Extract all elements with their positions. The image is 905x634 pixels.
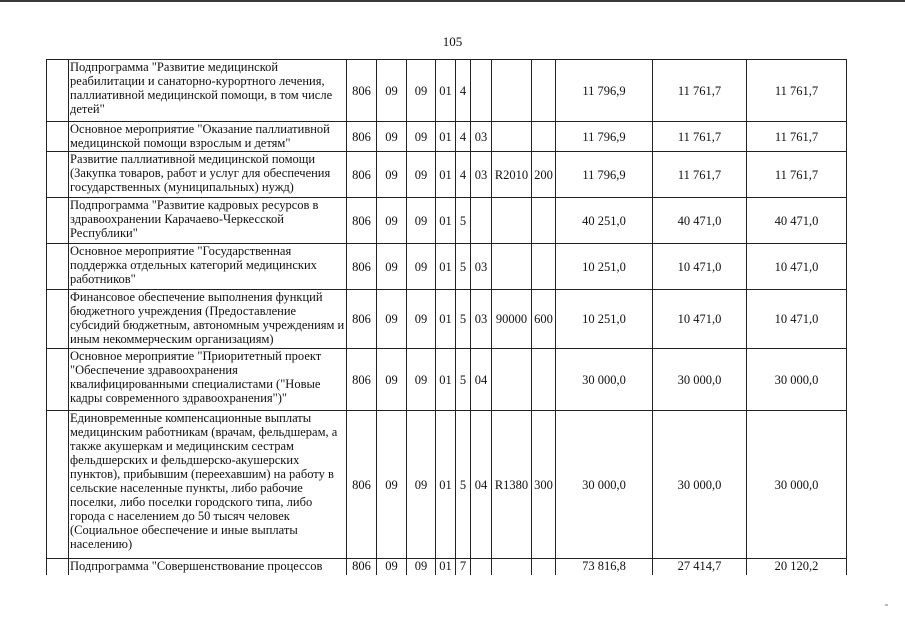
amount-year-3: 11 761,7 xyxy=(747,152,847,198)
code-direction xyxy=(492,60,532,122)
item-name: Основное мероприятие "Оказание паллиативной медицинской помощи взрослым и детям" xyxy=(69,122,347,152)
code-subsection: 09 xyxy=(407,244,436,290)
code-expense-type xyxy=(532,122,556,152)
amount-year-1: 11 796,9 xyxy=(556,60,653,122)
code-subsection: 09 xyxy=(407,411,436,559)
code-subprogram: 7 xyxy=(456,559,471,575)
item-name: Подпрограмма "Развитие медицинской реабилитации и санаторно-курортного лечения, паллиативной медицинской помощи, в том числе детей" xyxy=(69,60,347,122)
code-subsection: 09 xyxy=(407,559,436,575)
code-subprogram: 5 xyxy=(456,244,471,290)
table-row xyxy=(47,290,847,349)
amount-year-3: 10 471,0 xyxy=(747,290,847,349)
code-event: 03 xyxy=(471,152,492,198)
code-direction: R1380 xyxy=(492,411,532,559)
blank-cell xyxy=(47,411,69,559)
code-subsection: 09 xyxy=(407,198,436,244)
code-direction xyxy=(492,122,532,152)
code-program: 01 xyxy=(436,198,456,244)
table-row xyxy=(47,60,847,122)
code-direction xyxy=(492,244,532,290)
code-program: 01 xyxy=(436,152,456,198)
table-row xyxy=(47,152,847,198)
budget-table xyxy=(46,59,847,575)
table-row xyxy=(47,349,847,411)
code-admin: 806 xyxy=(347,244,377,290)
code-direction xyxy=(492,198,532,244)
blank-cell xyxy=(47,559,69,575)
amount-year-2: 11 761,7 xyxy=(653,122,747,152)
code-section: 09 xyxy=(377,411,407,559)
amount-year-1: 73 816,8 xyxy=(556,559,653,575)
amount-year-3: 40 471,0 xyxy=(747,198,847,244)
blank-cell xyxy=(47,60,69,122)
amount-year-2: 10 471,0 xyxy=(653,244,747,290)
table-row xyxy=(47,559,847,575)
code-program: 01 xyxy=(436,411,456,559)
amount-year-3: 11 761,7 xyxy=(747,122,847,152)
amount-year-1: 40 251,0 xyxy=(556,198,653,244)
amount-year-1: 11 796,9 xyxy=(556,122,653,152)
item-name: Подпрограмма "Совершенствование процессов xyxy=(69,559,347,575)
table-row xyxy=(47,198,847,244)
code-admin: 806 xyxy=(347,152,377,198)
code-section: 09 xyxy=(377,244,407,290)
code-section: 09 xyxy=(377,349,407,411)
code-subsection: 09 xyxy=(407,122,436,152)
amount-year-2: 30 000,0 xyxy=(653,411,747,559)
code-admin: 806 xyxy=(347,559,377,575)
code-program: 01 xyxy=(436,122,456,152)
amount-year-2: 10 471,0 xyxy=(653,290,747,349)
amount-year-3: 30 000,0 xyxy=(747,349,847,411)
code-direction xyxy=(492,349,532,411)
amount-year-2: 40 471,0 xyxy=(653,198,747,244)
code-direction xyxy=(492,559,532,575)
item-name: Развитие паллиативной медицинской помощи (Закупка товаров, работ и услуг для обеспечения государственных (муниципальных) нужд) xyxy=(69,152,347,198)
blank-cell xyxy=(47,290,69,349)
code-event: 03 xyxy=(471,290,492,349)
code-subprogram: 5 xyxy=(456,349,471,411)
code-direction: 90000 xyxy=(492,290,532,349)
code-admin: 806 xyxy=(347,60,377,122)
code-subprogram: 4 xyxy=(456,152,471,198)
table-row xyxy=(47,122,847,152)
code-subsection: 09 xyxy=(407,152,436,198)
code-event xyxy=(471,198,492,244)
table-row xyxy=(47,411,847,559)
amount-year-1: 30 000,0 xyxy=(556,411,653,559)
code-subprogram: 4 xyxy=(456,122,471,152)
amount-year-1: 11 796,9 xyxy=(556,152,653,198)
code-subprogram: 4 xyxy=(456,60,471,122)
code-program: 01 xyxy=(436,244,456,290)
code-admin: 806 xyxy=(347,198,377,244)
code-subsection: 09 xyxy=(407,349,436,411)
table-row xyxy=(47,244,847,290)
code-expense-type: 300 xyxy=(532,411,556,559)
blank-cell xyxy=(47,122,69,152)
amount-year-1: 30 000,0 xyxy=(556,349,653,411)
code-subsection: 09 xyxy=(407,290,436,349)
code-subprogram: 5 xyxy=(456,411,471,559)
code-admin: 806 xyxy=(347,349,377,411)
code-event xyxy=(471,60,492,122)
code-event: 03 xyxy=(471,244,492,290)
code-subprogram: 5 xyxy=(456,198,471,244)
code-expense-type xyxy=(532,559,556,575)
code-direction: R2010 xyxy=(492,152,532,198)
code-section: 09 xyxy=(377,559,407,575)
amount-year-2: 11 761,7 xyxy=(653,60,747,122)
code-section: 09 xyxy=(377,152,407,198)
code-event: 04 xyxy=(471,411,492,559)
code-program: 01 xyxy=(436,559,456,575)
code-admin: 806 xyxy=(347,290,377,349)
code-expense-type xyxy=(532,349,556,411)
code-section: 09 xyxy=(377,60,407,122)
code-expense-type xyxy=(532,244,556,290)
code-section: 09 xyxy=(377,122,407,152)
item-name: Финансовое обеспечение выполнения функций бюджетного учреждения (Предоставление субсидий бюджетным, автономным учреждениям и иным некоммерческим организациям) xyxy=(69,290,347,349)
amount-year-1: 10 251,0 xyxy=(556,290,653,349)
code-admin: 806 xyxy=(347,411,377,559)
code-subprogram: 5 xyxy=(456,290,471,349)
code-section: 09 xyxy=(377,198,407,244)
item-name: Подпрограмма "Развитие кадровых ресурсов в здравоохранении Карачаево-Черкесской Республики" xyxy=(69,198,347,244)
item-name: Основное мероприятие "Государственная поддержка отдельных категорий медицинских работников" xyxy=(69,244,347,290)
amount-year-3: 10 471,0 xyxy=(747,244,847,290)
amount-year-2: 27 414,7 xyxy=(653,559,747,575)
blank-cell xyxy=(47,349,69,411)
amount-year-2: 11 761,7 xyxy=(653,152,747,198)
scan-speck xyxy=(885,604,888,606)
code-expense-type: 200 xyxy=(532,152,556,198)
code-program: 01 xyxy=(436,349,456,411)
code-expense-type xyxy=(532,198,556,244)
code-section: 09 xyxy=(377,290,407,349)
code-program: 01 xyxy=(436,290,456,349)
code-expense-type: 600 xyxy=(532,290,556,349)
code-program: 01 xyxy=(436,60,456,122)
blank-cell xyxy=(47,244,69,290)
code-subsection: 09 xyxy=(407,60,436,122)
amount-year-1: 10 251,0 xyxy=(556,244,653,290)
code-event: 04 xyxy=(471,349,492,411)
amount-year-3: 30 000,0 xyxy=(747,411,847,559)
code-admin: 806 xyxy=(347,122,377,152)
code-event: 03 xyxy=(471,122,492,152)
blank-cell xyxy=(47,198,69,244)
code-expense-type xyxy=(532,60,556,122)
blank-cell xyxy=(47,152,69,198)
amount-year-2: 30 000,0 xyxy=(653,349,747,411)
amount-year-3: 11 761,7 xyxy=(747,60,847,122)
amount-year-3: 20 120,2 xyxy=(747,559,847,575)
page-number: 105 xyxy=(442,34,463,49)
page-top-rule xyxy=(0,0,905,2)
item-name: Основное мероприятие "Приоритетный проект "Обеспечение здравоохранения квалифицированными специалистами ("Новые кадры современного здравоохранения")" xyxy=(69,349,347,411)
code-event xyxy=(471,559,492,575)
item-name: Единовременные компенсационные выплаты медицинским работникам (врачам, фельдшерам, а также акушеркам и медицинским сестрам фельдшерских и фельдшерско-акушерских пунктов), прибывшим (переехавшим) на работу в сельские населенные пункты, либо рабочие поселки, либо поселки городского типа, либо города с населением до 50 тысяч человек (Социальное обеспечение и иные выплаты населению) xyxy=(69,411,347,559)
